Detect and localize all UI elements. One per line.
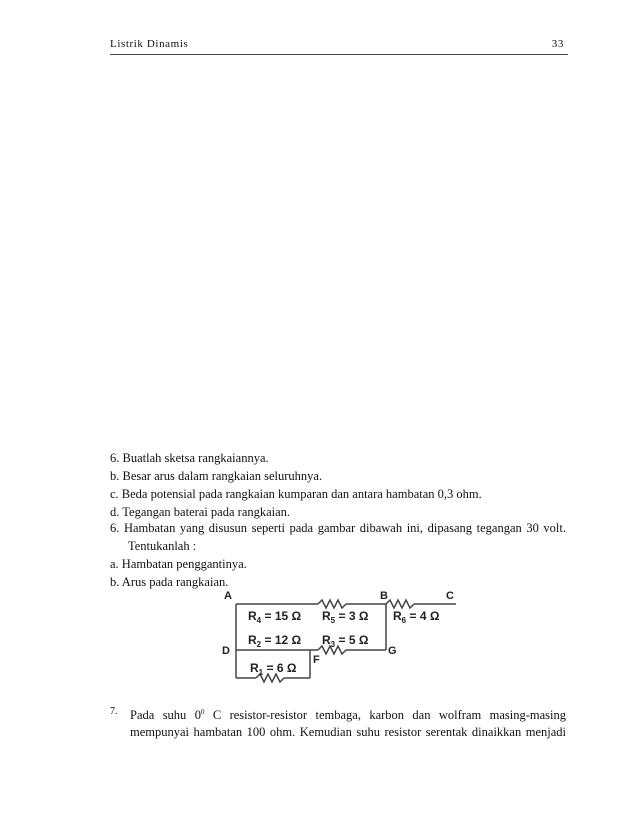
node-label-c: C bbox=[446, 590, 454, 602]
node-label-b: B bbox=[380, 590, 388, 602]
problem-6-part-b: b. Arus pada rangkaian. bbox=[110, 575, 229, 589]
resistor-label-r5: $R_5 = 3$ Ω bbox=[322, 609, 369, 625]
circuit-diagram bbox=[210, 586, 470, 690]
resistor-label-r4: $R_4 = 15$ Ω bbox=[248, 609, 302, 625]
header-title: Listrik Dinamis bbox=[110, 38, 189, 50]
problem-6-statement: 6. Hambatan yang disusun seperti pada gambar dibawah ini, dipasang tegangan 30 volt. bbox=[110, 521, 566, 535]
problem-6-part-a: a. Hambatan penggantinya. bbox=[110, 557, 247, 571]
text-line-2: b. Besar arus dalam rangkaian seluruhnya. bbox=[110, 469, 323, 483]
node-label-d: D bbox=[222, 645, 230, 657]
node-label-f: F bbox=[313, 654, 320, 666]
node-label-a: A bbox=[224, 590, 232, 602]
resistor-label-r3: $R_3 = 5$ Ω bbox=[322, 633, 369, 649]
problem-7-line-2: mempunyai hambatan 100 ohm. Kemudian suhu resistor serentak dinaikkan menjadi bbox=[130, 725, 566, 739]
resistor-label-r1: $R_1 = 6$ Ω bbox=[250, 661, 297, 677]
node-label-g: G bbox=[388, 645, 397, 657]
resistor-label-r6: $R_6 = 4$ Ω bbox=[393, 609, 440, 625]
problem-7-number: 7. bbox=[110, 706, 118, 717]
text-line-1: 6. Buatlah sketsa rangkaiannya. bbox=[110, 451, 269, 465]
page-number: 33 bbox=[551, 38, 564, 50]
running-header bbox=[110, 38, 568, 55]
problem-7-line-1: Pada suhu $0^0$ C resistor-resistor tembaga, karbon dan wolfram masing-masing bbox=[130, 708, 566, 723]
problem-6-tentukanlah: Tentukanlah : bbox=[128, 539, 197, 553]
text-line-4: d. Tegangan baterai pada rangkaian. bbox=[110, 505, 291, 519]
text-line-3: c. Beda potensial pada rangkaian kumparan dan antara hambatan 0,3 ohm. bbox=[110, 487, 482, 501]
resistor-label-r2: $R_2 = 12$ Ω bbox=[248, 633, 302, 649]
